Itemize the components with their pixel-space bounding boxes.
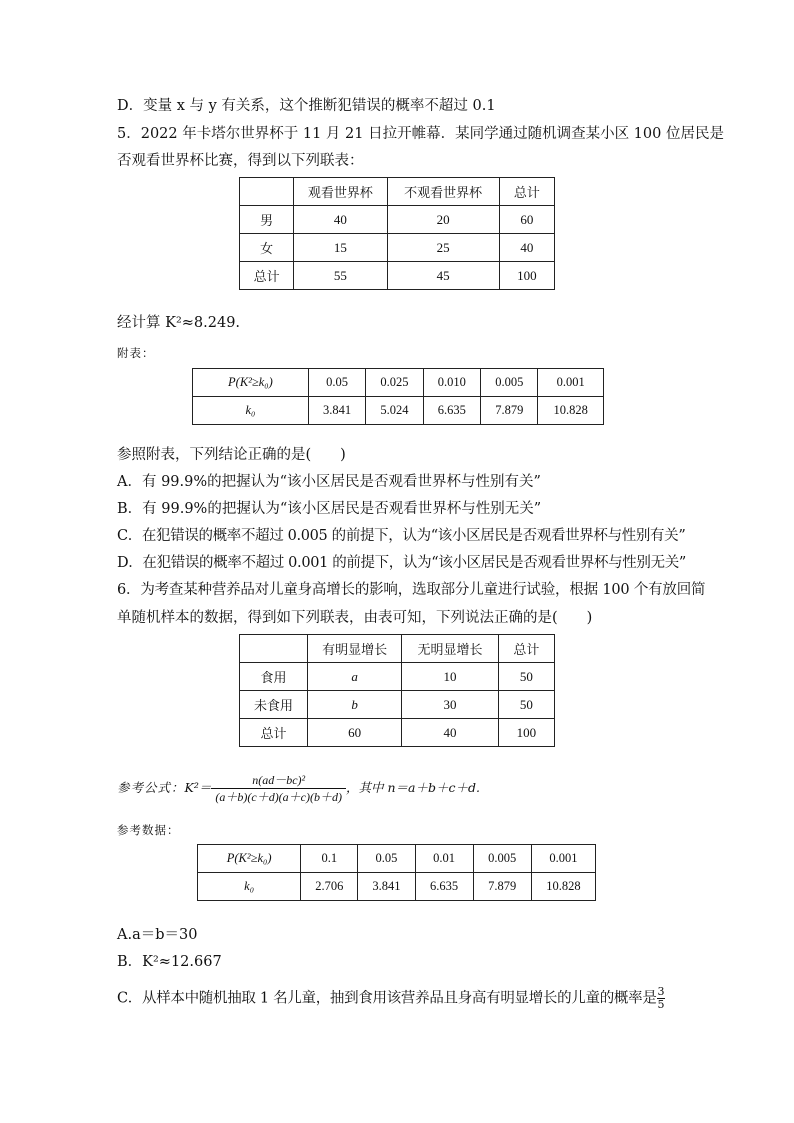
- table-cell: 40: [294, 206, 387, 234]
- table-cell: 0.005: [473, 845, 531, 873]
- q5-stem-line2: 否观看世界杯比赛，得到以下列联表：: [117, 153, 364, 169]
- table-row: [240, 691, 555, 719]
- table-cell: 总计: [240, 719, 308, 747]
- formula-label: 参考公式：: [117, 780, 185, 795]
- q5-option-d: D．在犯错误的概率不超过 0.001 的前提下，认为“该小区居民是否观看世界杯与性别无关”: [117, 555, 686, 571]
- table-cell: 0.1: [301, 845, 358, 873]
- table-cell: k₀: [193, 397, 309, 425]
- table-cell: 6.635: [423, 397, 480, 425]
- q6-data-label: 参考数据：: [117, 823, 180, 837]
- table-cell: 0.05: [308, 369, 365, 397]
- table-header-cell: 观看世界杯: [294, 178, 387, 206]
- q6-contingency-table: [239, 634, 555, 747]
- table-cell: 3.841: [308, 397, 365, 425]
- q5-critical-table: [192, 368, 604, 425]
- table-cell: 3.841: [358, 873, 415, 901]
- table-cell: 0.025: [366, 369, 423, 397]
- table-cell: P(K²≥k₀): [193, 369, 309, 397]
- table-cell: 15: [294, 234, 387, 262]
- table-cell: 男: [240, 206, 294, 234]
- table-cell: 10.828: [531, 873, 595, 901]
- formula-lhs: K²＝: [184, 780, 212, 795]
- formula-tail: ，其中 n＝a＋b＋c＋d.: [346, 780, 480, 795]
- formula-numerator: n(ad－bc)²: [211, 772, 346, 789]
- q5-stem-line1: 5．2022 年卡塔尔世界杯于 11 月 21 日拉开帷幕．某同学通过随机调查某小区 100 位居民是: [117, 126, 724, 142]
- table-cell: 0.001: [538, 369, 604, 397]
- q5-contingency-table: [239, 177, 555, 290]
- q6-option-c: [117, 986, 665, 1011]
- option-c-text: C．从样本中随机抽取 1 名儿童，抽到食用该营养品且身高有明显增长的儿童的概率是: [117, 990, 657, 1007]
- formula-fraction: [211, 772, 346, 805]
- table-cell: 40: [402, 719, 498, 747]
- table-cell: 100: [498, 719, 554, 747]
- table-cell: 未食用: [240, 691, 308, 719]
- table-header-cell: 总计: [499, 178, 554, 206]
- table-cell: 0.010: [423, 369, 480, 397]
- table-row: [193, 397, 604, 425]
- table-cell: 食用: [240, 663, 308, 691]
- table-cell: 5.024: [366, 397, 423, 425]
- table-cell: 10: [402, 663, 498, 691]
- table-row: [240, 234, 555, 262]
- fraction-numerator: 3: [657, 985, 665, 998]
- table-cell: 0.05: [358, 845, 415, 873]
- table-row: [240, 262, 555, 290]
- table-cell: 60: [499, 206, 554, 234]
- table-cell: 50: [498, 691, 554, 719]
- option-c-fraction: [657, 986, 666, 1011]
- q5-appendix-label: 附表：: [117, 346, 155, 360]
- table-cell: b: [307, 691, 401, 719]
- table-row: [240, 635, 555, 663]
- table-header-cell: [240, 635, 308, 663]
- table-cell: 0.001: [531, 845, 595, 873]
- table-row: [193, 369, 604, 397]
- table-row: [198, 873, 596, 901]
- table-row: [240, 663, 555, 691]
- table-cell: 30: [402, 691, 498, 719]
- q6-stem-line1: 6．为考查某种营养品对儿童身高增长的影响，选取部分儿童进行试验，根据 100 个有放回简: [117, 582, 706, 598]
- table-cell: 50: [498, 663, 554, 691]
- q5-option-a: A．有 99.9%的把握认为“该小区居民是否观看世界杯与性别有关”: [117, 474, 541, 490]
- table-cell: 0.01: [415, 845, 473, 873]
- table-cell: 100: [499, 262, 554, 290]
- table-cell: 60: [307, 719, 401, 747]
- table-row: [240, 178, 555, 206]
- table-header-cell: 无明显增长: [402, 635, 498, 663]
- table-cell: 7.879: [481, 397, 538, 425]
- table-row: [240, 719, 555, 747]
- q4-option-d: D．变量 x 与 y 有关系，这个推断犯错误的概率不超过 0.1: [117, 98, 496, 114]
- table-cell: 女: [240, 234, 294, 262]
- formula-denominator: (a＋b)(c＋d)(a＋c)(b＋d): [215, 790, 342, 804]
- q6-critical-table: [197, 844, 596, 901]
- q5-option-b: B．有 99.9%的把握认为“该小区居民是否观看世界杯与性别无关”: [117, 501, 542, 517]
- table-row: [240, 206, 555, 234]
- table-header-cell: 有明显增长: [307, 635, 401, 663]
- table-cell: 55: [294, 262, 387, 290]
- table-header-cell: 总计: [498, 635, 554, 663]
- q6-formula: [117, 772, 480, 805]
- table-cell: 6.635: [415, 873, 473, 901]
- q5-option-c: C．在犯错误的概率不超过 0.005 的前提下，认为“该小区居民是否观看世界杯与性别有关”: [117, 528, 686, 544]
- q6-option-b: B．K²≈12.667: [117, 954, 222, 970]
- table-row: [198, 845, 596, 873]
- table-cell: k₀: [198, 873, 301, 901]
- table-cell: 2.706: [301, 873, 358, 901]
- table-cell: 7.879: [473, 873, 531, 901]
- q5-computed: 经计算 K²≈8.249.: [117, 315, 241, 331]
- table-cell: 45: [387, 262, 499, 290]
- q6-option-a: A.a＝b＝30: [117, 927, 198, 943]
- table-cell: P(K²≥k₀): [198, 845, 301, 873]
- table-cell: 20: [387, 206, 499, 234]
- table-cell: 40: [499, 234, 554, 262]
- table-cell: 10.828: [538, 397, 604, 425]
- table-cell: 25: [387, 234, 499, 262]
- table-header-cell: 不观看世界杯: [387, 178, 499, 206]
- q6-stem-line2: 单随机样本的数据，得到如下列联表，由表可知，下列说法正确的是( ): [117, 610, 593, 626]
- table-header-cell: [240, 178, 294, 206]
- table-cell: 0.005: [481, 369, 538, 397]
- q5-question: 参照附表，下列结论正确的是( ): [117, 447, 346, 463]
- table-cell: a: [307, 663, 401, 691]
- fraction-denominator: 5: [657, 998, 665, 1011]
- table-cell: 总计: [240, 262, 294, 290]
